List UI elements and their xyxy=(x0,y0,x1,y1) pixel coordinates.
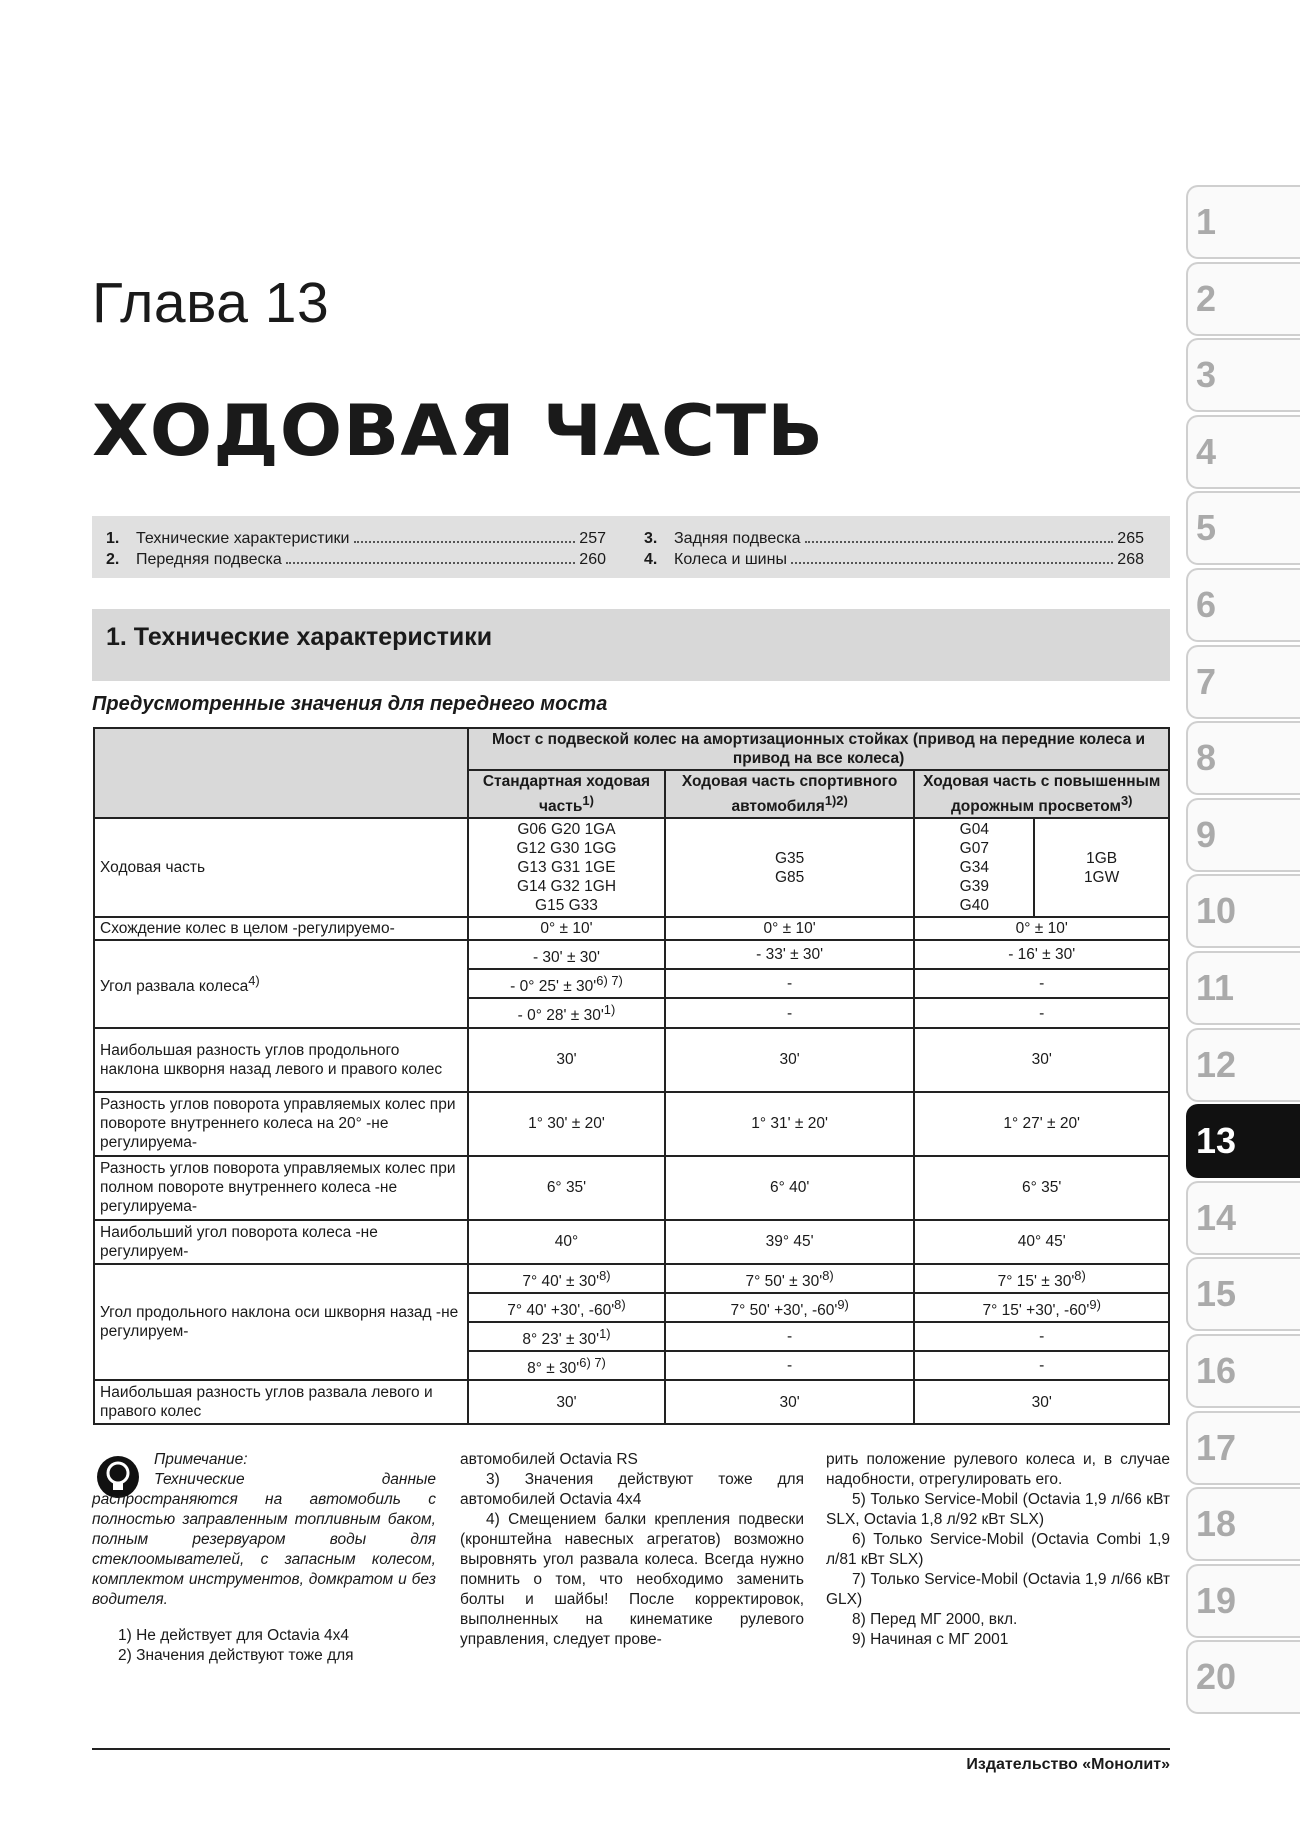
chapter-tab-5[interactable]: 5 xyxy=(1186,491,1300,565)
cell: 7° $15' \pm 30'^{8)}$ xyxy=(914,1264,1169,1293)
cell: 0° ± 10' xyxy=(468,917,665,940)
footnote: 9) Начиная с МГ 2001 xyxy=(852,1631,1009,1648)
chapter-tab-13[interactable]: 13 xyxy=(1186,1104,1300,1178)
cell: - 0° $28' \pm 30'^{1)}$ xyxy=(468,998,665,1027)
toc-item[interactable]: 2. Передняя подвеска 260 xyxy=(106,551,606,568)
row-label: Наибольшая разность углов продольного наклона шкворня назад левого и правого колес xyxy=(94,1028,468,1092)
row-label: Наибольший угол поворота колеса -не регулируем- xyxy=(94,1220,468,1264)
cell: G06 G20 1GA G12 G30 1GG G13 G31 1GE G14 G32 1GH G15 G33 xyxy=(468,818,665,917)
cell: $8^\circ \pm 30'^{6) 7)}$ xyxy=(468,1351,665,1380)
toc-item[interactable]: 1. Технические характеристики 257 xyxy=(106,530,606,547)
row-label: Разность углов поворота управляемых колес при повороте внутреннего колеса на 20° -не регулируема- xyxy=(94,1092,468,1156)
chapter-tab-7[interactable]: 7 xyxy=(1186,645,1300,719)
row-label: Угол продольного наклона оси шкворня назад -не регулируем- xyxy=(94,1264,468,1381)
table-row xyxy=(94,1380,1169,1424)
row-label: Наибольшая разность углов развала левого и правого колес xyxy=(94,1380,468,1424)
chapter-tab-2[interactable]: 2 xyxy=(1186,262,1300,336)
footnote: 7) Только Service-Mobil (Octavia 1,9 л/66 кВт GLX) xyxy=(826,1571,1170,1608)
column-header-clearance: Ходовая часть с повышенным дорожным просветом$^{3)}$ xyxy=(914,770,1169,818)
chapter-tab-4[interactable]: 4 xyxy=(1186,415,1300,489)
footnote: 3) Значения действуют тоже для автомобилей Octavia 4x4 xyxy=(460,1471,804,1508)
cell: 30' xyxy=(665,1028,915,1092)
cell: 30' xyxy=(665,1380,915,1424)
cell: 7° 40' +30', $-60'^{8)}$ xyxy=(468,1293,665,1322)
cell: 6° 35' xyxy=(914,1156,1169,1220)
section-heading-bar xyxy=(92,609,1170,681)
cell: - xyxy=(665,1322,915,1351)
cell: 1° 27' ± 20' xyxy=(914,1092,1169,1156)
cell: 30' xyxy=(468,1380,665,1424)
spec-table xyxy=(93,727,1170,1425)
cell: 8° $23' \pm 30'^{1)}$ xyxy=(468,1322,665,1351)
cell: G35 G85 xyxy=(665,818,915,917)
table-title: Предусмотренные значения для переднего моста xyxy=(92,693,608,715)
footer-divider xyxy=(92,1748,1170,1750)
toc-item[interactable]: 3. Задняя подвеска 265 xyxy=(644,530,1144,547)
cell: - xyxy=(914,969,1169,998)
footnote: автомобилей Octavia RS xyxy=(460,1451,638,1468)
chapter-tab-3[interactable]: 3 xyxy=(1186,338,1300,412)
footnote: 6) Только Service-Mobil (Octavia Combi 1,9 л/81 кВт SLX) xyxy=(826,1531,1170,1568)
cell: 7° 50' +30', $-60'^{9)}$ xyxy=(665,1293,915,1322)
section-title: ХОДОВАЯ ЧАСТЬ xyxy=(92,390,825,472)
table-row xyxy=(94,1092,1169,1156)
chapter-tab-19[interactable]: 19 xyxy=(1186,1564,1300,1638)
cell: 7° $40' \pm 30'^{8)}$ xyxy=(468,1264,665,1293)
table-of-contents xyxy=(92,516,1170,578)
cell: 30' xyxy=(914,1028,1169,1092)
cell: 6° 40' xyxy=(665,1156,915,1220)
cell: - xyxy=(914,998,1169,1027)
chapter-tab-8[interactable]: 8 xyxy=(1186,721,1300,795)
footnote: 1) Не действует для Octavia 4x4 xyxy=(118,1627,349,1644)
footnote: 8) Перед МГ 2000, вкл. xyxy=(852,1611,1018,1628)
group-header: Мост с подвеской колес на амортизационных стойках (привод на передние колеса и привод на все колеса) xyxy=(468,728,1169,770)
cell: 30' xyxy=(914,1380,1169,1424)
chapter-label: Глава 13 xyxy=(92,271,330,335)
cell: - 33' ± 30' xyxy=(665,940,915,969)
table-row xyxy=(94,940,1169,969)
table-row xyxy=(94,917,1169,940)
cell: 40° 45' xyxy=(914,1220,1169,1264)
cell: 40° xyxy=(468,1220,665,1264)
row-label: Разность углов поворота управляемых колес при полном повороте внутреннего колеса -не регулируема- xyxy=(94,1156,468,1220)
cell: 7° $50' \pm 30'^{8)}$ xyxy=(665,1264,915,1293)
toc-item[interactable]: 4. Колеса и шины 268 xyxy=(644,551,1144,568)
chapter-tab-1[interactable]: 1 xyxy=(1186,185,1300,259)
cell: 1° 30' ± 20' xyxy=(468,1092,665,1156)
cell: - xyxy=(665,1351,915,1380)
row-label: Угол развала колеса$^{4)}$ xyxy=(94,940,468,1027)
header-blank-cell xyxy=(94,728,468,818)
footnote: 5) Только Service-Mobil (Octavia 1,9 л/66 кВт SLX, Octavia 1,8 л/92 кВт SLX) xyxy=(826,1491,1170,1528)
column-header-standard: Стандартная ходовая часть$^{1)}$ xyxy=(468,770,665,818)
cell: - xyxy=(914,1322,1169,1351)
chapter-tab-17[interactable]: 17 xyxy=(1186,1411,1300,1485)
section-heading: 1. Технические характеристики xyxy=(106,623,493,651)
footnote: 2) Значения действуют тоже для xyxy=(118,1647,354,1664)
chapter-tab-6[interactable]: 6 xyxy=(1186,568,1300,642)
chapter-tab-10[interactable]: 10 xyxy=(1186,874,1300,948)
cell: 30' xyxy=(468,1028,665,1092)
cell: 1GB 1GW xyxy=(1034,818,1169,917)
footnote: рить положение рулевого колеса и, в случае надобности, отрегулировать его. xyxy=(826,1451,1170,1488)
notes-column-3 xyxy=(826,1450,1170,1650)
note-body: Технические данные распространяются на автомобиль с полностью заправленным топливным баком, полным резервуаром воды для стеклоомывателей, с запасным колесом, комплектом инструментов, домкратом и без водителя. xyxy=(92,1471,436,1608)
table-row xyxy=(94,728,1169,770)
cell: - 30' ± 30' xyxy=(468,940,665,969)
row-label: Ходовая часть xyxy=(94,818,468,917)
cell: G04 G07 G34 G39 G40 xyxy=(914,818,1034,917)
chapter-tab-16[interactable]: 16 xyxy=(1186,1334,1300,1408)
column-header-sport: Ходовая часть спортивного автомобиля$^{1)2)}$ xyxy=(665,770,915,818)
table-row xyxy=(94,1220,1169,1264)
cell: 7° 15' +30', $-60'^{9)}$ xyxy=(914,1293,1169,1322)
cell: 1° 31' ± 20' xyxy=(665,1092,915,1156)
footnote: 4) Смещением балки крепления подвески (кронштейна навесных агрегатов) возможно выровнять угол развала колеса. Всегда нужно помнить о том, что необходимо заменить болты и шайбы! После корректировок, выполненных на кинематике рулевого управления, следует прове- xyxy=(460,1511,804,1648)
table-row xyxy=(94,1156,1169,1220)
chapter-tab-15[interactable]: 15 xyxy=(1186,1257,1300,1331)
table-row xyxy=(94,818,1169,917)
cell: 0° ± 10' xyxy=(665,917,915,940)
chapter-tab-11[interactable]: 11 xyxy=(1186,951,1300,1025)
cell: - xyxy=(914,1351,1169,1380)
cell: - 0° $25' \pm 30'^{6) 7)}$ xyxy=(468,969,665,998)
cell: 6° 35' xyxy=(468,1156,665,1220)
note-title: Примечание: xyxy=(154,1451,248,1468)
cell: 0° ± 10' xyxy=(914,917,1169,940)
chapter-tab-20[interactable]: 20 xyxy=(1186,1640,1300,1714)
cell: - 16' ± 30' xyxy=(914,940,1169,969)
cell: - xyxy=(665,969,915,998)
row-label: Схождение колес в целом -регулируемо- xyxy=(94,917,468,940)
chapter-tab-14[interactable]: 14 xyxy=(1186,1181,1300,1255)
notes-column-2 xyxy=(460,1450,804,1650)
cell: - xyxy=(665,998,915,1027)
table-row xyxy=(94,1264,1169,1293)
notes-column-1 xyxy=(92,1450,436,1666)
chapter-tab-12[interactable]: 12 xyxy=(1186,1028,1300,1102)
chapter-tab-9[interactable]: 9 xyxy=(1186,798,1300,872)
cell: 39° 45' xyxy=(665,1220,915,1264)
table-row xyxy=(94,1028,1169,1092)
publisher: Издательство «Монолит» xyxy=(966,1756,1170,1773)
chapter-tab-18[interactable]: 18 xyxy=(1186,1487,1300,1561)
